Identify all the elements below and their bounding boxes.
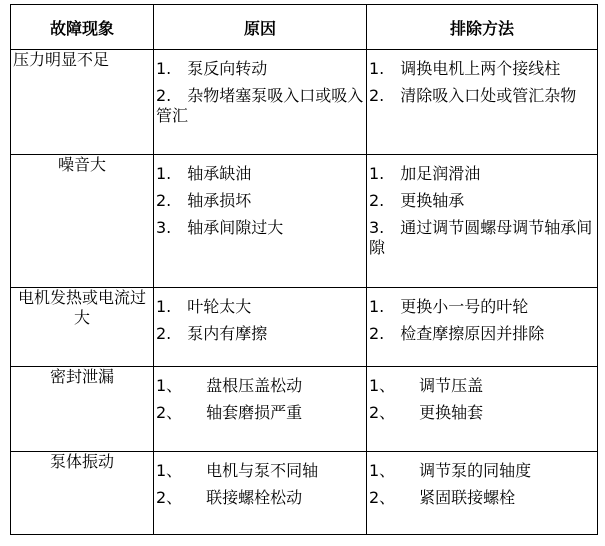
cause-item: 1. 叶轮太大 bbox=[156, 297, 252, 316]
cause-cell bbox=[154, 288, 367, 367]
remedy-item: 2. 更换轴承 bbox=[369, 191, 465, 210]
symptom-cell: 密封泄漏 bbox=[11, 367, 154, 452]
remedy-item: 2、 更换轴套 bbox=[369, 403, 484, 422]
remedy-cell bbox=[367, 50, 598, 155]
header-symptom: 故障现象 bbox=[11, 5, 154, 50]
remedy-item: 1. 更换小一号的叶轮 bbox=[369, 297, 529, 316]
remedy-item: 1、 调节压盖 bbox=[369, 376, 484, 395]
table-row bbox=[11, 452, 598, 535]
remedy-cell bbox=[367, 367, 598, 452]
symptom-cell: 泵体振动 bbox=[11, 452, 154, 535]
table-row bbox=[11, 367, 598, 452]
cause-cell bbox=[154, 452, 367, 535]
table-row bbox=[11, 155, 598, 288]
cause-cell bbox=[154, 155, 367, 288]
remedy-item: 1、 调节泵的同轴度 bbox=[369, 461, 532, 480]
remedy-item: 2. 清除吸入口处或管汇杂物 bbox=[369, 86, 577, 105]
remedy-item: 3. 通过调节圆螺母调节轴承间隙 bbox=[369, 218, 593, 257]
remedy-cell bbox=[367, 288, 598, 367]
symptom-cell: 压力明显不足 bbox=[11, 50, 154, 155]
cause-item: 1、 盘根压盖松动 bbox=[156, 376, 303, 395]
cause-item: 2. 杂物堵塞泵吸入口或吸入管汇 bbox=[156, 86, 364, 125]
cause-item: 3. 轴承间隙过大 bbox=[156, 218, 284, 237]
cause-item: 2. 泵内有摩擦 bbox=[156, 324, 268, 343]
cause-item: 2、 联接螺栓松动 bbox=[156, 488, 303, 507]
cause-item: 1. 泵反向转动 bbox=[156, 59, 268, 78]
header-cause: 原因 bbox=[154, 5, 367, 50]
cause-item: 1. 轴承缺油 bbox=[156, 164, 252, 183]
symptom-cell: 噪音大 bbox=[11, 155, 154, 288]
remedy-item: 2、 紧固联接螺栓 bbox=[369, 488, 516, 507]
symptom-cell: 电机发热或电流过大 bbox=[11, 288, 154, 367]
header-row bbox=[11, 5, 598, 50]
cause-cell bbox=[154, 367, 367, 452]
cause-item: 2、 轴套磨损严重 bbox=[156, 403, 303, 422]
cause-item: 1、 电机与泵不同轴 bbox=[156, 461, 319, 480]
cause-cell bbox=[154, 50, 367, 155]
header-remedy: 排除方法 bbox=[367, 5, 598, 50]
remedy-item: 1. 加足润滑油 bbox=[369, 164, 481, 183]
remedy-cell bbox=[367, 155, 598, 288]
remedy-cell bbox=[367, 452, 598, 535]
table-row bbox=[11, 50, 598, 155]
remedy-item: 2. 检查摩擦原因并排除 bbox=[369, 324, 545, 343]
cause-item: 2. 轴承损坏 bbox=[156, 191, 252, 210]
table-row bbox=[11, 288, 598, 367]
troubleshooting-table bbox=[10, 4, 598, 535]
remedy-item: 1. 调换电机上两个接线柱 bbox=[369, 59, 561, 78]
